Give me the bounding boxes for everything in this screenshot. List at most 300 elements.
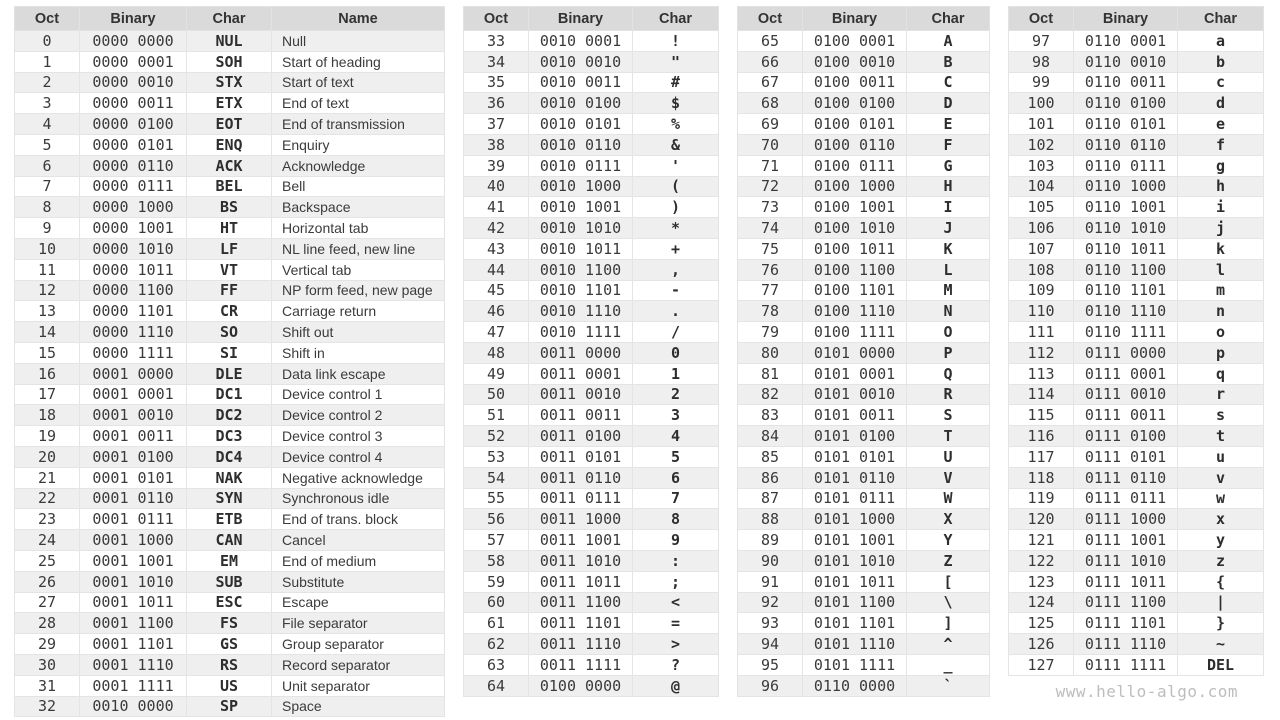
char-cell: 3 bbox=[633, 405, 719, 426]
column-header-binary: Binary bbox=[529, 7, 633, 31]
char-cell: w bbox=[1178, 488, 1264, 509]
char-cell: l bbox=[1178, 259, 1264, 280]
binary-cell: 0000 1010 bbox=[80, 238, 187, 259]
table-row bbox=[738, 218, 990, 239]
oct-cell: 42 bbox=[464, 218, 529, 239]
char-cell: E bbox=[907, 114, 990, 135]
binary-cell: 0000 0110 bbox=[80, 155, 187, 176]
char-cell: | bbox=[1178, 592, 1264, 613]
oct-cell: 121 bbox=[1009, 530, 1074, 551]
table-row bbox=[738, 405, 990, 426]
binary-cell: 0100 0001 bbox=[803, 31, 907, 52]
binary-cell: 0000 0000 bbox=[80, 31, 187, 52]
table-row bbox=[1009, 155, 1264, 176]
oct-cell: 49 bbox=[464, 363, 529, 384]
oct-cell: 99 bbox=[1009, 72, 1074, 93]
header-row bbox=[15, 7, 445, 31]
char-cell: BEL bbox=[187, 176, 272, 197]
binary-cell: 0000 1101 bbox=[80, 301, 187, 322]
oct-cell: 112 bbox=[1009, 342, 1074, 363]
table-row bbox=[1009, 550, 1264, 571]
name-cell: Vertical tab bbox=[272, 259, 445, 280]
name-cell: Synchronous idle bbox=[272, 488, 445, 509]
binary-cell: 0011 0001 bbox=[529, 363, 633, 384]
oct-cell: 31 bbox=[15, 675, 80, 696]
char-cell: < bbox=[633, 592, 719, 613]
binary-cell: 0101 0101 bbox=[803, 446, 907, 467]
oct-cell: 126 bbox=[1009, 634, 1074, 655]
char-cell: - bbox=[633, 280, 719, 301]
oct-cell: 17 bbox=[15, 384, 80, 405]
table-row bbox=[464, 426, 719, 447]
char-cell: X bbox=[907, 509, 990, 530]
name-cell: Bell bbox=[272, 176, 445, 197]
char-cell: F bbox=[907, 134, 990, 155]
name-cell: Device control 3 bbox=[272, 426, 445, 447]
char-cell: e bbox=[1178, 114, 1264, 135]
table-row bbox=[15, 530, 445, 551]
oct-cell: 35 bbox=[464, 72, 529, 93]
binary-cell: 0000 0111 bbox=[80, 176, 187, 197]
char-cell: b bbox=[1178, 51, 1264, 72]
name-cell: End of text bbox=[272, 93, 445, 114]
char-cell: c bbox=[1178, 72, 1264, 93]
binary-cell: 0111 1000 bbox=[1074, 509, 1178, 530]
table-row bbox=[15, 72, 445, 93]
char-cell: HT bbox=[187, 218, 272, 239]
binary-cell: 0101 1101 bbox=[803, 613, 907, 634]
table-row bbox=[15, 342, 445, 363]
name-cell: Device control 2 bbox=[272, 405, 445, 426]
table-row bbox=[464, 31, 719, 52]
binary-cell: 0000 1001 bbox=[80, 218, 187, 239]
oct-cell: 89 bbox=[738, 530, 803, 551]
binary-cell: 0000 1100 bbox=[80, 280, 187, 301]
binary-cell: 0111 0110 bbox=[1074, 467, 1178, 488]
char-cell: & bbox=[633, 134, 719, 155]
char-cell: , bbox=[633, 259, 719, 280]
char-cell: GS bbox=[187, 634, 272, 655]
char-cell: p bbox=[1178, 342, 1264, 363]
binary-cell: 0010 1110 bbox=[529, 301, 633, 322]
char-cell: DC3 bbox=[187, 426, 272, 447]
binary-cell: 0010 0000 bbox=[80, 696, 187, 717]
oct-cell: 29 bbox=[15, 634, 80, 655]
oct-cell: 75 bbox=[738, 238, 803, 259]
oct-cell: 6 bbox=[15, 155, 80, 176]
table-row bbox=[1009, 114, 1264, 135]
oct-cell: 33 bbox=[464, 31, 529, 52]
oct-cell: 20 bbox=[15, 446, 80, 467]
name-cell: Cancel bbox=[272, 530, 445, 551]
char-cell: > bbox=[633, 634, 719, 655]
char-cell: N bbox=[907, 301, 990, 322]
binary-cell: 0110 0100 bbox=[1074, 93, 1178, 114]
binary-cell: 0001 0010 bbox=[80, 405, 187, 426]
oct-cell: 28 bbox=[15, 613, 80, 634]
binary-cell: 0101 1000 bbox=[803, 509, 907, 530]
oct-cell: 71 bbox=[738, 155, 803, 176]
table-row bbox=[738, 634, 990, 655]
table-row bbox=[738, 342, 990, 363]
table-row bbox=[738, 155, 990, 176]
name-cell: Device control 1 bbox=[272, 384, 445, 405]
binary-cell: 0000 1011 bbox=[80, 259, 187, 280]
binary-cell: 0011 0100 bbox=[529, 426, 633, 447]
name-cell: Data link escape bbox=[272, 363, 445, 384]
name-cell: End of medium bbox=[272, 550, 445, 571]
char-cell: m bbox=[1178, 280, 1264, 301]
char-cell: O bbox=[907, 322, 990, 343]
table-row bbox=[464, 571, 719, 592]
name-cell: Acknowledge bbox=[272, 155, 445, 176]
binary-cell: 0011 1010 bbox=[529, 550, 633, 571]
oct-cell: 10 bbox=[15, 238, 80, 259]
oct-cell: 9 bbox=[15, 218, 80, 239]
binary-cell: 0010 1111 bbox=[529, 322, 633, 343]
binary-cell: 0011 1011 bbox=[529, 571, 633, 592]
binary-cell: 0001 1110 bbox=[80, 654, 187, 675]
name-cell: Null bbox=[272, 31, 445, 52]
oct-cell: 85 bbox=[738, 446, 803, 467]
binary-cell: 0111 0001 bbox=[1074, 363, 1178, 384]
name-cell: Enquiry bbox=[272, 134, 445, 155]
oct-cell: 98 bbox=[1009, 51, 1074, 72]
table-row bbox=[738, 654, 990, 675]
table-row bbox=[1009, 634, 1264, 655]
table-row bbox=[738, 426, 990, 447]
table-row bbox=[15, 259, 445, 280]
binary-cell: 0100 0111 bbox=[803, 155, 907, 176]
binary-cell: 0111 0010 bbox=[1074, 384, 1178, 405]
char-cell: H bbox=[907, 176, 990, 197]
oct-cell: 53 bbox=[464, 446, 529, 467]
char-cell: f bbox=[1178, 134, 1264, 155]
binary-cell: 0100 1001 bbox=[803, 197, 907, 218]
binary-cell: 0001 0011 bbox=[80, 426, 187, 447]
char-cell: ENQ bbox=[187, 134, 272, 155]
table-row bbox=[15, 114, 445, 135]
name-cell: Group separator bbox=[272, 634, 445, 655]
binary-cell: 0000 1110 bbox=[80, 322, 187, 343]
oct-cell: 88 bbox=[738, 509, 803, 530]
binary-cell: 0100 0010 bbox=[803, 51, 907, 72]
binary-cell: 0110 0000 bbox=[803, 675, 907, 696]
binary-cell: 0000 1000 bbox=[80, 197, 187, 218]
table-row bbox=[464, 176, 719, 197]
table-row bbox=[1009, 613, 1264, 634]
table-row bbox=[1009, 93, 1264, 114]
binary-cell: 0001 1011 bbox=[80, 592, 187, 613]
oct-cell: 96 bbox=[738, 675, 803, 696]
oct-cell: 30 bbox=[15, 654, 80, 675]
table-row bbox=[464, 675, 719, 696]
table-row bbox=[464, 363, 719, 384]
header-row bbox=[464, 7, 719, 31]
binary-cell: 0110 0010 bbox=[1074, 51, 1178, 72]
char-cell: Q bbox=[907, 363, 990, 384]
table-row bbox=[1009, 280, 1264, 301]
watermark: www.hello-algo.com bbox=[1055, 681, 1238, 701]
binary-cell: 0101 0011 bbox=[803, 405, 907, 426]
table-row bbox=[464, 613, 719, 634]
table-row bbox=[15, 509, 445, 530]
oct-cell: 97 bbox=[1009, 31, 1074, 52]
binary-cell: 0001 0001 bbox=[80, 384, 187, 405]
table-row bbox=[738, 675, 990, 696]
binary-cell: 0100 1100 bbox=[803, 259, 907, 280]
table-row bbox=[1009, 322, 1264, 343]
table-row bbox=[1009, 446, 1264, 467]
table-row bbox=[738, 509, 990, 530]
char-cell: VT bbox=[187, 259, 272, 280]
table-row bbox=[1009, 72, 1264, 93]
table-row bbox=[464, 51, 719, 72]
oct-cell: 48 bbox=[464, 342, 529, 363]
oct-cell: 78 bbox=[738, 301, 803, 322]
binary-cell: 0011 1111 bbox=[529, 654, 633, 675]
oct-cell: 105 bbox=[1009, 197, 1074, 218]
char-cell: Y bbox=[907, 530, 990, 551]
char-cell: D bbox=[907, 93, 990, 114]
char-cell: 8 bbox=[633, 509, 719, 530]
oct-cell: 82 bbox=[738, 384, 803, 405]
table-row bbox=[15, 675, 445, 696]
table-row bbox=[738, 488, 990, 509]
oct-cell: 87 bbox=[738, 488, 803, 509]
char-cell: { bbox=[1178, 571, 1264, 592]
oct-cell: 72 bbox=[738, 176, 803, 197]
table-row bbox=[464, 114, 719, 135]
table-row bbox=[15, 322, 445, 343]
table-row bbox=[464, 634, 719, 655]
char-cell: : bbox=[633, 550, 719, 571]
char-cell: 6 bbox=[633, 467, 719, 488]
char-cell: k bbox=[1178, 238, 1264, 259]
binary-cell: 0010 0011 bbox=[529, 72, 633, 93]
char-cell: ~ bbox=[1178, 634, 1264, 655]
table-row bbox=[738, 197, 990, 218]
char-cell: ACK bbox=[187, 155, 272, 176]
binary-cell: 0011 0101 bbox=[529, 446, 633, 467]
oct-cell: 90 bbox=[738, 550, 803, 571]
char-cell: ; bbox=[633, 571, 719, 592]
binary-cell: 0101 0010 bbox=[803, 384, 907, 405]
oct-cell: 61 bbox=[464, 613, 529, 634]
char-cell: SOH bbox=[187, 51, 272, 72]
table-row bbox=[464, 384, 719, 405]
table-row bbox=[738, 446, 990, 467]
name-cell: End of transmission bbox=[272, 114, 445, 135]
column-header-char: Char bbox=[907, 7, 990, 31]
name-cell: End of trans. block bbox=[272, 509, 445, 530]
char-cell: ] bbox=[907, 613, 990, 634]
oct-cell: 4 bbox=[15, 114, 80, 135]
column-header-char: Char bbox=[187, 7, 272, 31]
char-cell: FS bbox=[187, 613, 272, 634]
table-row bbox=[464, 592, 719, 613]
char-cell: DC4 bbox=[187, 446, 272, 467]
binary-cell: 0011 1000 bbox=[529, 509, 633, 530]
binary-cell: 0101 0000 bbox=[803, 342, 907, 363]
oct-cell: 25 bbox=[15, 550, 80, 571]
oct-cell: 76 bbox=[738, 259, 803, 280]
binary-cell: 0110 1010 bbox=[1074, 218, 1178, 239]
ascii-table-97-127 bbox=[1008, 6, 1264, 676]
char-cell: L bbox=[907, 259, 990, 280]
table-row bbox=[15, 176, 445, 197]
binary-cell: 0111 1101 bbox=[1074, 613, 1178, 634]
table-row bbox=[738, 72, 990, 93]
table-row bbox=[464, 72, 719, 93]
oct-cell: 92 bbox=[738, 592, 803, 613]
binary-cell: 0100 0000 bbox=[529, 675, 633, 696]
table-row bbox=[1009, 176, 1264, 197]
table-row bbox=[464, 654, 719, 675]
char-cell: v bbox=[1178, 467, 1264, 488]
binary-cell: 0111 0101 bbox=[1074, 446, 1178, 467]
table-row bbox=[15, 550, 445, 571]
char-cell: r bbox=[1178, 384, 1264, 405]
oct-cell: 127 bbox=[1009, 654, 1074, 675]
name-cell: Shift out bbox=[272, 322, 445, 343]
oct-cell: 1 bbox=[15, 51, 80, 72]
name-cell: NL line feed, new line bbox=[272, 238, 445, 259]
oct-cell: 80 bbox=[738, 342, 803, 363]
char-cell: SP bbox=[187, 696, 272, 717]
binary-cell: 0001 1000 bbox=[80, 530, 187, 551]
table-row bbox=[15, 488, 445, 509]
char-cell: + bbox=[633, 238, 719, 259]
char-cell: ( bbox=[633, 176, 719, 197]
table-row bbox=[1009, 218, 1264, 239]
char-cell: # bbox=[633, 72, 719, 93]
oct-cell: 64 bbox=[464, 675, 529, 696]
oct-cell: 46 bbox=[464, 301, 529, 322]
table-row bbox=[738, 114, 990, 135]
name-cell: Carriage return bbox=[272, 301, 445, 322]
oct-cell: 83 bbox=[738, 405, 803, 426]
char-cell: \ bbox=[907, 592, 990, 613]
oct-cell: 32 bbox=[15, 696, 80, 717]
char-cell: [ bbox=[907, 571, 990, 592]
table-row bbox=[738, 238, 990, 259]
binary-cell: 0001 1010 bbox=[80, 571, 187, 592]
char-cell: U bbox=[907, 446, 990, 467]
oct-cell: 70 bbox=[738, 134, 803, 155]
table-row bbox=[15, 405, 445, 426]
column-header-binary: Binary bbox=[80, 7, 187, 31]
name-cell: Substitute bbox=[272, 571, 445, 592]
table-row bbox=[738, 571, 990, 592]
name-cell: Start of text bbox=[272, 72, 445, 93]
binary-cell: 0010 1011 bbox=[529, 238, 633, 259]
char-cell: C bbox=[907, 72, 990, 93]
table-row bbox=[15, 654, 445, 675]
char-cell: t bbox=[1178, 426, 1264, 447]
table-row bbox=[1009, 51, 1264, 72]
table-row bbox=[15, 634, 445, 655]
oct-cell: 108 bbox=[1009, 259, 1074, 280]
oct-cell: 0 bbox=[15, 31, 80, 52]
oct-cell: 58 bbox=[464, 550, 529, 571]
oct-cell: 54 bbox=[464, 467, 529, 488]
oct-cell: 63 bbox=[464, 654, 529, 675]
oct-cell: 119 bbox=[1009, 488, 1074, 509]
char-cell: LF bbox=[187, 238, 272, 259]
binary-cell: 0110 0101 bbox=[1074, 114, 1178, 135]
binary-cell: 0011 0011 bbox=[529, 405, 633, 426]
table-row bbox=[1009, 426, 1264, 447]
oct-cell: 113 bbox=[1009, 363, 1074, 384]
table-row bbox=[464, 259, 719, 280]
char-cell: T bbox=[907, 426, 990, 447]
table-row bbox=[464, 280, 719, 301]
char-cell: . bbox=[633, 301, 719, 322]
table-row bbox=[738, 363, 990, 384]
oct-cell: 7 bbox=[15, 176, 80, 197]
binary-cell: 0101 1010 bbox=[803, 550, 907, 571]
oct-cell: 40 bbox=[464, 176, 529, 197]
binary-cell: 0100 1000 bbox=[803, 176, 907, 197]
table-row bbox=[738, 134, 990, 155]
binary-cell: 0111 1110 bbox=[1074, 634, 1178, 655]
binary-cell: 0111 1100 bbox=[1074, 592, 1178, 613]
char-cell: BS bbox=[187, 197, 272, 218]
binary-cell: 0110 1001 bbox=[1074, 197, 1178, 218]
binary-cell: 0111 0000 bbox=[1074, 342, 1178, 363]
table-row bbox=[1009, 259, 1264, 280]
table-row bbox=[464, 301, 719, 322]
char-cell: u bbox=[1178, 446, 1264, 467]
table-row bbox=[464, 322, 719, 343]
table-row bbox=[738, 530, 990, 551]
oct-cell: 66 bbox=[738, 51, 803, 72]
oct-cell: 57 bbox=[464, 530, 529, 551]
char-cell: Z bbox=[907, 550, 990, 571]
char-cell: / bbox=[633, 322, 719, 343]
oct-cell: 60 bbox=[464, 592, 529, 613]
oct-cell: 23 bbox=[15, 509, 80, 530]
binary-cell: 0101 1011 bbox=[803, 571, 907, 592]
oct-cell: 73 bbox=[738, 197, 803, 218]
table-row bbox=[738, 280, 990, 301]
char-cell: @ bbox=[633, 675, 719, 696]
char-cell: NUL bbox=[187, 31, 272, 52]
table-row bbox=[1009, 405, 1264, 426]
oct-cell: 65 bbox=[738, 31, 803, 52]
char-cell: J bbox=[907, 218, 990, 239]
oct-cell: 11 bbox=[15, 259, 80, 280]
oct-cell: 69 bbox=[738, 114, 803, 135]
char-cell: 1 bbox=[633, 363, 719, 384]
oct-cell: 13 bbox=[15, 301, 80, 322]
oct-cell: 103 bbox=[1009, 155, 1074, 176]
column-header-binary: Binary bbox=[1074, 7, 1178, 31]
oct-cell: 24 bbox=[15, 530, 80, 551]
table-row bbox=[15, 155, 445, 176]
oct-cell: 115 bbox=[1009, 405, 1074, 426]
binary-cell: 0011 1100 bbox=[529, 592, 633, 613]
char-cell: 4 bbox=[633, 426, 719, 447]
oct-cell: 84 bbox=[738, 426, 803, 447]
oct-cell: 45 bbox=[464, 280, 529, 301]
char-cell: ! bbox=[633, 31, 719, 52]
column-header-name: Name bbox=[272, 7, 445, 31]
char-cell: SUB bbox=[187, 571, 272, 592]
char-cell: 5 bbox=[633, 446, 719, 467]
oct-cell: 51 bbox=[464, 405, 529, 426]
